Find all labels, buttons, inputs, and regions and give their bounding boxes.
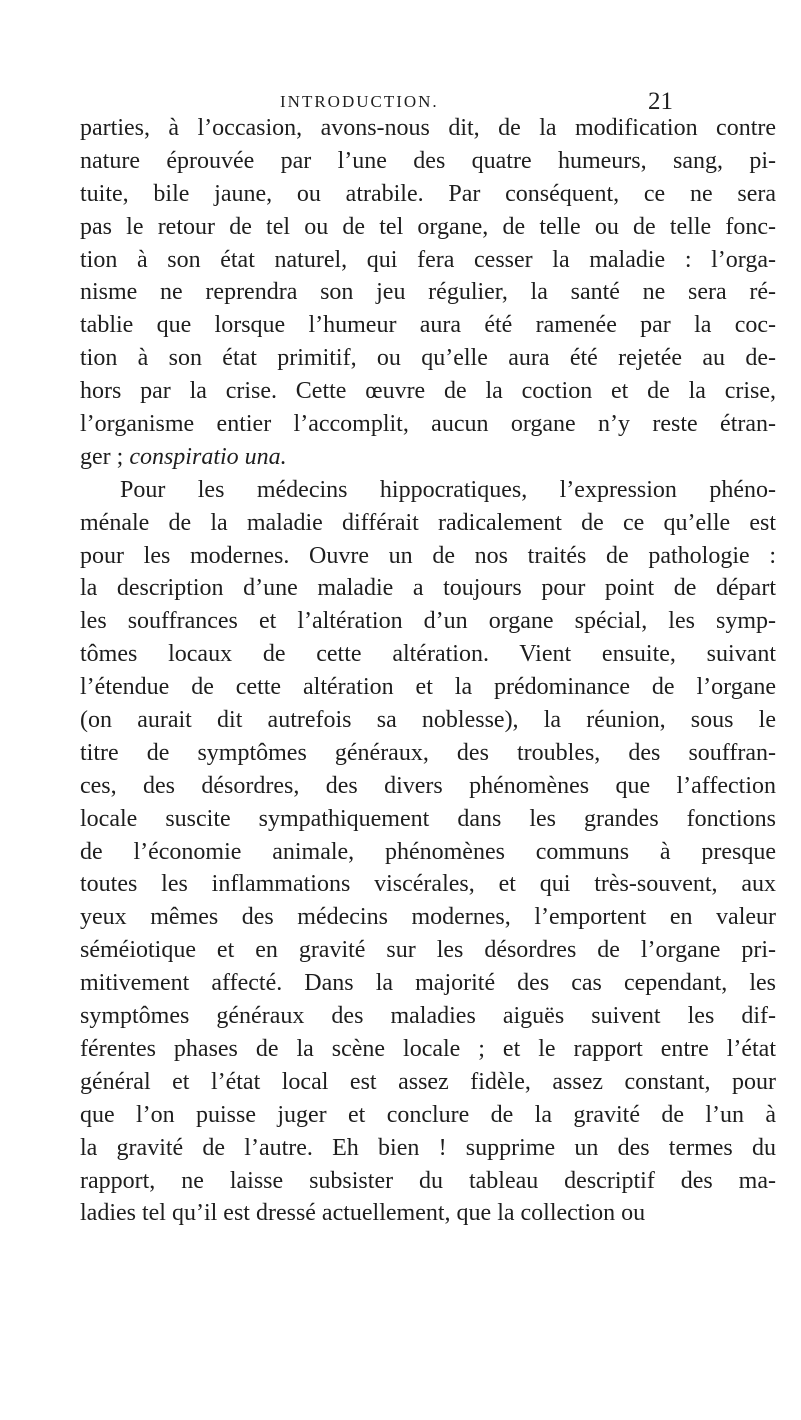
text-line: hors par la crise. Cette œuvre de la coction et de la crise, bbox=[80, 378, 776, 405]
body-text bbox=[80, 112, 776, 1230]
text-line: tion à son état primitif, ou qu’elle aura été rejetée au de- bbox=[80, 345, 776, 372]
text-line: parties, à l’occasion, avons-nous dit, de la modification contre bbox=[80, 115, 776, 141]
text-line: tablie que lorsque l’humeur aura été ramenée par la coc- bbox=[80, 312, 776, 339]
text-line: que l’on puisse juger et conclure de la gravité de l’un à bbox=[80, 1101, 776, 1128]
text-line: nisme ne reprendra son jeu régulier, la santé ne sera ré- bbox=[80, 279, 776, 306]
text-line: séméiotique et en gravité sur les désordres de l’organe pri- bbox=[80, 937, 776, 964]
text-line: ménale de la maladie différait radicalement de ce qu’elle est bbox=[80, 509, 776, 536]
text-line: rapport, ne laisse subsister du tableau descriptif des ma- bbox=[80, 1167, 776, 1194]
text-line: tion à son état naturel, qui fera cesser la maladie : l’orga- bbox=[80, 246, 776, 273]
text-line: les souffrances et l’altération d’un organe spécial, les symp- bbox=[80, 608, 776, 635]
text-line: férentes phases de la scène locale ; et le rapport entre l’état bbox=[80, 1035, 776, 1062]
text-line: locale suscite sympathiquement dans les grandes fonctions bbox=[80, 805, 776, 832]
text-line: l’étendue de cette altération et la prédominance de l’organe bbox=[80, 674, 776, 701]
text-line: pour les modernes. Ouvre un de nos traités de pathologie : bbox=[80, 542, 776, 569]
text-line: de l’économie animale, phénomènes communs à presque bbox=[80, 838, 776, 865]
italic-phrase: conspiratio una. bbox=[129, 443, 287, 470]
text-line: l’organisme entier l’accomplit, aucun organe n’y reste étran- bbox=[80, 411, 776, 438]
text-line: la description d’une maladie a toujours pour point de départ bbox=[80, 575, 776, 602]
text-line: tômes locaux de cette altération. Vient ensuite, suivant bbox=[80, 641, 776, 668]
text-line: tuite, bile jaune, ou atrabile. Par conséquent, ce ne sera bbox=[80, 180, 776, 207]
text-line: titre de symptômes généraux, des troubles, des souffran- bbox=[80, 739, 776, 766]
text-line: yeux mêmes des médecins modernes, l’emportent en valeur bbox=[80, 904, 776, 931]
text-line: la gravité de l’autre. Eh bien ! supprime un des termes du bbox=[80, 1134, 776, 1161]
text-line: ladies tel qu’il est dressé actuellement, que la collection ou bbox=[80, 1200, 646, 1227]
running-title: INTRODUCTION. bbox=[280, 92, 439, 111]
text-line-start: ger ; bbox=[80, 443, 124, 470]
text-line: symptômes généraux des maladies aiguës suivent les dif- bbox=[80, 1003, 776, 1030]
text-line: Pour les médecins hippocratiques, l’expression phéno- bbox=[120, 476, 776, 503]
text-line: (on aurait dit autrefois sa noblesse), la réunion, sous le bbox=[80, 707, 776, 734]
text-line bbox=[80, 441, 776, 474]
text-line: mitivement affecté. Dans la majorité des cas cependant, les bbox=[80, 970, 776, 997]
text-line: général et l’état local est assez fidèle, assez constant, pour bbox=[80, 1068, 776, 1095]
text-line: toutes les inflammations viscérales, et qui très-souvent, aux bbox=[80, 871, 776, 898]
text-line: ces, des désordres, des divers phénomènes que l’affection bbox=[80, 772, 776, 799]
text-line: pas le retour de tel ou de tel organe, de telle ou de telle fonc- bbox=[80, 213, 776, 240]
text-line: nature éprouvée par l’une des quatre humeurs, sang, pi- bbox=[80, 147, 776, 174]
page-number: 21 bbox=[648, 88, 673, 115]
